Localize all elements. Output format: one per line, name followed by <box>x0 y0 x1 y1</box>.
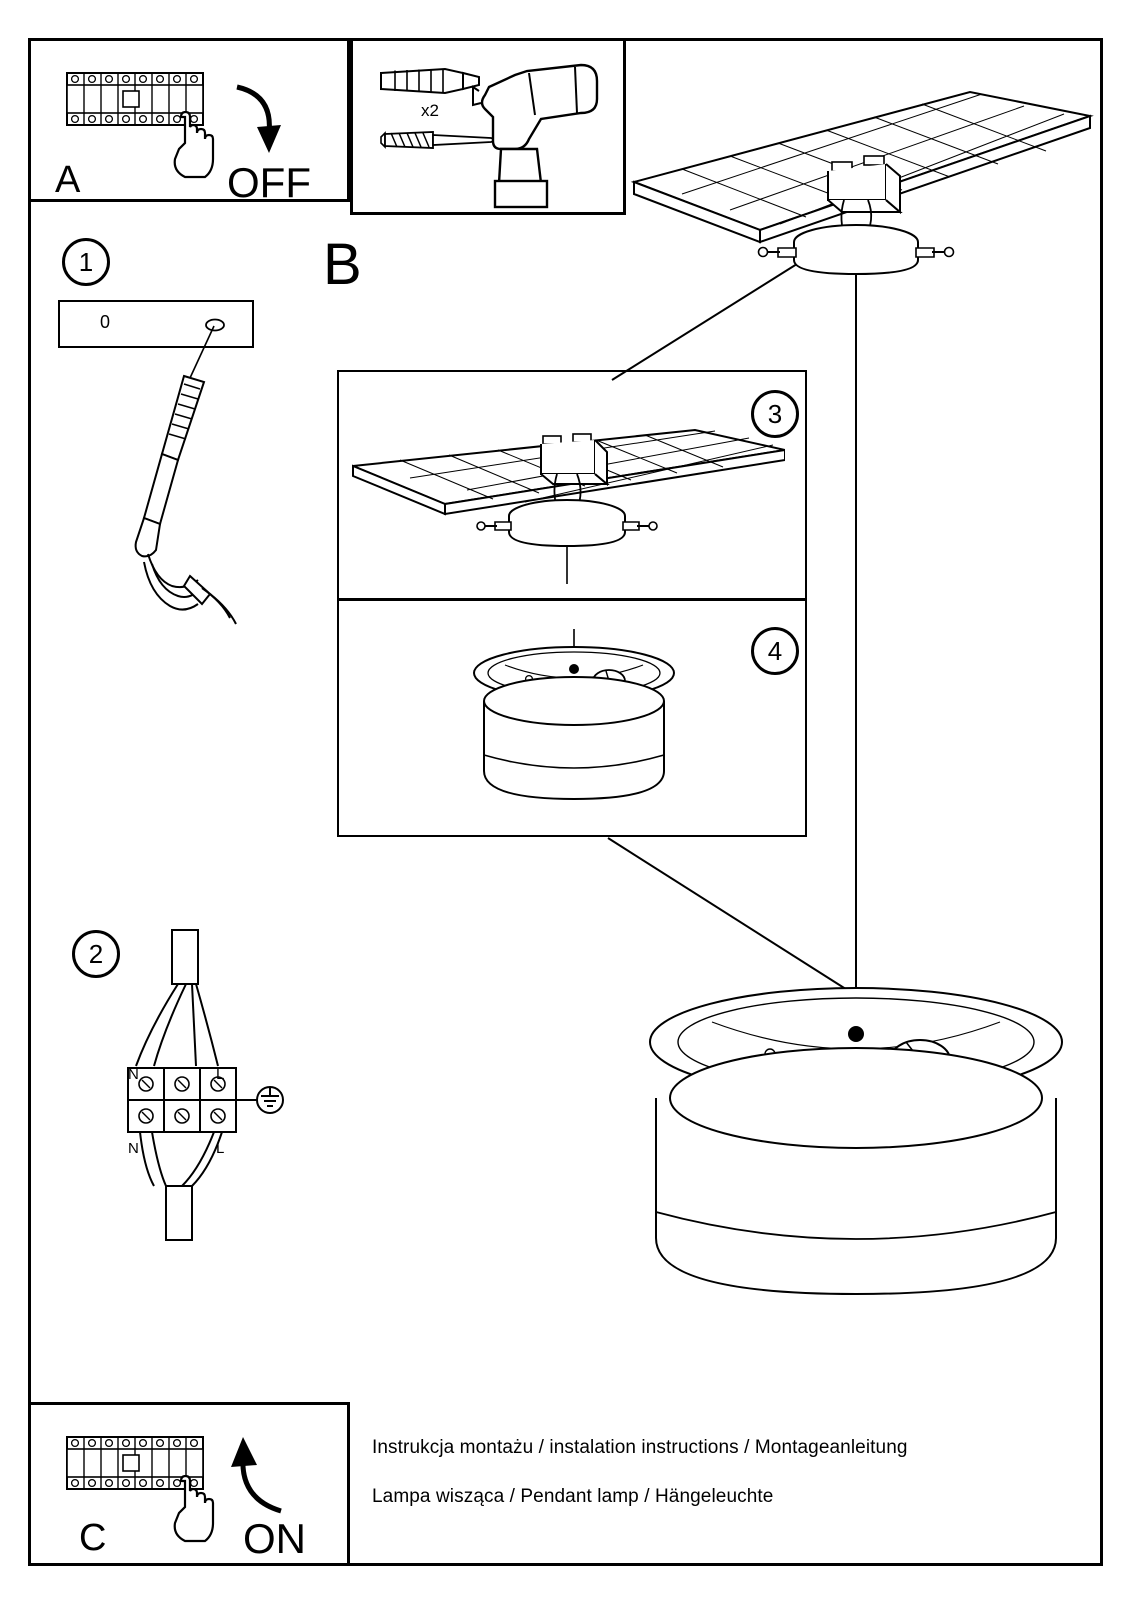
panel-b <box>323 38 626 297</box>
hand-pointing-icon <box>169 111 229 183</box>
step-1-number-badge <box>62 238 110 286</box>
step-1-number: 1 <box>78 246 94 277</box>
step-3-number: 3 <box>767 398 783 429</box>
panel-a-letter: A <box>55 159 81 201</box>
arrow-curved-down-icon <box>227 77 297 167</box>
panel-c <box>28 1402 350 1566</box>
terminal-label-l-top: L <box>216 1066 225 1083</box>
terminal-block-wiring-icon <box>118 918 298 1268</box>
step-1-caption: 0 <box>100 312 111 332</box>
panel-a <box>28 38 350 206</box>
power-drill-icon <box>471 53 611 213</box>
step-2-number: 2 <box>88 938 104 969</box>
pendant-lamp-icon <box>650 988 1062 1294</box>
footer-line-1: Instrukcja montażu / instalation instructions / Montageanleitung <box>372 1437 908 1458</box>
footer-line-2: Lampa wisząca / Pendant lamp / Hängeleuchte <box>372 1486 774 1507</box>
arrow-curved-up-icon <box>227 1433 297 1523</box>
pendant-lamp-main-illustration <box>620 72 1100 1332</box>
step-4-number: 4 <box>767 635 783 666</box>
terminal-label-l-bottom: L <box>216 1140 225 1157</box>
panel-c-state-label: ON <box>243 1515 306 1562</box>
panel-a-state-label: OFF <box>227 159 311 206</box>
terminal-label-n-bottom: N <box>128 1140 139 1157</box>
terminal-label-n-top: N <box>128 1066 139 1083</box>
cable-stripping-icon <box>126 318 246 648</box>
panel-b-quantity-label: x2 <box>421 101 439 120</box>
step-2-number-badge <box>72 930 120 978</box>
panel-c-letter: C <box>79 1517 107 1559</box>
hand-pointing-icon <box>169 1475 229 1547</box>
panel-b-letter: B <box>323 232 362 297</box>
wall-plug-icon <box>375 61 485 101</box>
earth-ground-icon <box>257 1087 283 1113</box>
